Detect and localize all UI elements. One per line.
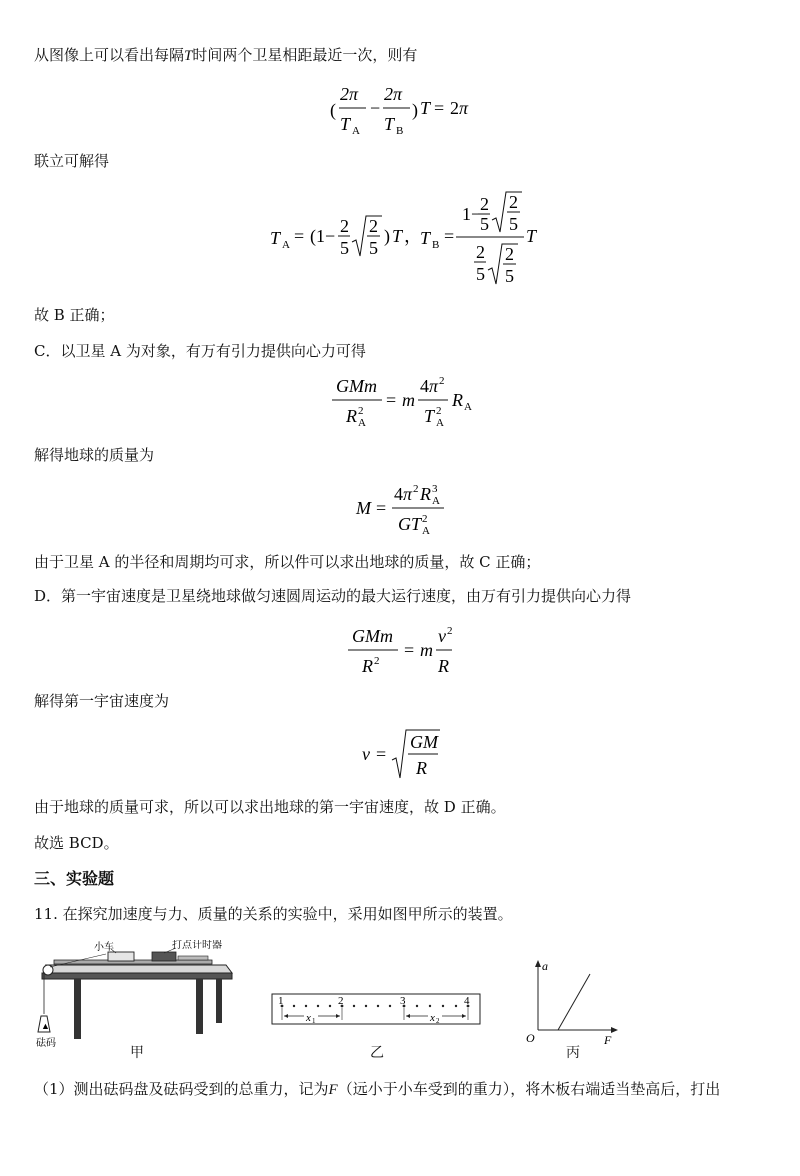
label-origin: O [526,1031,535,1044]
svg-text:R: R [416,758,427,778]
svg-text:T: T [392,226,403,246]
svg-text:v: v [438,626,446,646]
label-x2: x [430,1012,435,1024]
svg-text:2: 2 [439,375,445,387]
svg-text:T: T [384,114,395,134]
svg-text:2: 2 [476,242,485,262]
svg-text:B: B [432,239,440,251]
svg-text:−: − [370,98,381,118]
math-F: F [328,1082,338,1098]
equation-periods [268,186,538,290]
svg-text:5: 5 [369,238,378,258]
svg-text:A: A [464,401,472,413]
svg-text:A: A [422,525,430,537]
svg-text:T: T [270,228,281,248]
svg-text:5: 5 [509,214,518,234]
figure-paper-tape [268,990,484,1030]
svg-text:R: R [438,656,449,676]
svg-text:R: R [452,390,463,410]
svg-text:A: A [358,417,366,429]
tape-point-4: 4 [464,995,470,1007]
svg-text:R: R [420,484,431,504]
svg-text:2: 2 [505,244,514,264]
equation-earth-mass [354,480,454,540]
svg-text:T: T [526,226,537,246]
svg-text:(1−: (1− [310,226,336,246]
text-segment: （1）测出砝码盘及砝码受到的总重力，记为 [34,1080,329,1098]
svg-text:A: A [432,495,440,507]
svg-text:=: = [376,744,387,764]
svg-text:5: 5 [480,214,489,234]
label-cart: 小车 [94,942,114,953]
text-segment: （远小于小车受到的重力），将木板右端适当垫高后，打出 [337,1080,721,1098]
text-line-first-cosmic: 解得第一宇宙速度为 [34,692,170,710]
svg-text:): ) [412,100,418,120]
text-line-option-d: D．第一宇宙速度是卫星绕地球做匀速圆周运动的最大运行速度，由万有引力提供向心力得 [34,587,632,605]
text-line-period [34,44,417,67]
label-axis-a: a [542,959,548,973]
svg-text:R: R [362,656,373,676]
svg-text:1−: 1− [462,204,482,224]
svg-text:π: π [429,376,439,396]
svg-text:2: 2 [340,216,349,236]
svg-text:2: 2 [358,405,364,417]
tape-point-3: 3 [400,995,406,1007]
svg-text:m: m [402,390,415,410]
svg-text:=: = [404,640,415,660]
figure-a-f-graph [520,956,620,1044]
tape-point-1: 1 [278,995,284,1007]
svg-text:m: m [420,640,433,660]
label-x2-sub: 2 [436,1017,440,1025]
svg-text:T: T [420,228,431,248]
label-x1: x [306,1012,311,1024]
text-segment: 时间两个卫星相距最近一次，则有 [192,46,418,64]
svg-text:2: 2 [369,216,378,236]
svg-text:GT: GT [398,514,422,534]
text-line-d-correct: 由于地球的质量可求，所以可以求出地球的第一宇宙速度，故 D 正确。 [34,798,506,816]
figure-apparatus [36,940,236,1050]
svg-text:T: T [340,114,351,134]
svg-text:4: 4 [420,376,429,396]
label-timer: 打点计时器 [172,940,222,951]
text-line-option-c: C．以卫星 A 为对象，有万有引力提供向心力可得 [34,342,366,360]
svg-text:2: 2 [422,513,428,525]
label-axis-f: F [604,1033,612,1044]
svg-text:T: T [424,406,435,426]
svg-text:M: M [356,498,371,518]
caption-bing: 丙 [566,1045,580,1061]
equation-closest-approach [328,78,488,140]
text-segment: 从图像上可以看出每隔 [34,46,185,64]
svg-text:5: 5 [505,266,514,286]
svg-text:=: = [386,390,397,410]
svg-text:GMm: GMm [336,376,377,396]
svg-text:▲: ▲ [41,1021,50,1031]
tape-point-2: 2 [338,995,344,1007]
svg-text:=: = [444,226,455,246]
svg-text:GMm: GMm [352,626,393,646]
text-line-c-correct: 由于卫星 A 的半径和周期均可求，所以件可以求出地球的质量，故 C 正确； [34,553,541,571]
svg-text:2: 2 [374,655,380,667]
caption-jia: 甲 [130,1045,144,1061]
text-line-solve: 联立可解得 [34,152,110,170]
svg-text:R: R [346,406,357,426]
section-heading-experiment: 三、实验题 [34,869,115,888]
text-line-answer: 故选 BCD。 [34,834,119,852]
svg-text:2: 2 [436,405,442,417]
svg-text:5: 5 [476,264,485,284]
equation-first-cosmic-velocity [360,726,450,784]
svg-text:2: 2 [450,98,459,118]
svg-text:T: T [420,98,431,118]
question-11: 11. 在探究加速度与力、质量的关系的实验中，采用如图甲所示的装置。 [34,905,513,923]
svg-text:A: A [436,417,444,429]
text-line-b-correct: 故 B 正确； [34,306,115,324]
svg-text:π: π [403,484,413,504]
svg-text:2π: 2π [340,84,359,104]
svg-text:4: 4 [394,484,403,504]
svg-text:5: 5 [340,238,349,258]
svg-text:B: B [396,125,404,137]
svg-text:2: 2 [509,192,518,212]
label-weight: 砝码 [36,1038,56,1049]
svg-text:3: 3 [432,483,438,495]
text-line-part-1 [34,1078,720,1101]
caption-yi: 乙 [370,1045,384,1061]
text-line-earth-mass: 解得地球的质量为 [34,446,155,464]
math-T: T [184,48,193,64]
svg-text:，: ， [404,226,422,246]
svg-text:=: = [376,498,387,518]
svg-text:2: 2 [480,194,489,214]
svg-text:2π: 2π [384,84,403,104]
svg-text:2: 2 [447,625,453,637]
svg-text:): ) [384,226,390,246]
svg-text:(: ( [330,100,336,120]
label-x1-sub: 1 [312,1017,316,1025]
svg-text:GM: GM [410,732,438,752]
svg-text:A: A [282,239,290,251]
svg-text:A: A [352,125,360,137]
svg-text:2: 2 [413,483,419,495]
svg-text:v: v [362,744,370,764]
svg-text:π: π [459,98,469,118]
equation-gravity-centripetal-a [330,372,480,432]
svg-text:=: = [294,226,305,246]
svg-text:=: = [434,98,445,118]
equation-gravity-centripetal-first-cosmic [346,622,456,682]
